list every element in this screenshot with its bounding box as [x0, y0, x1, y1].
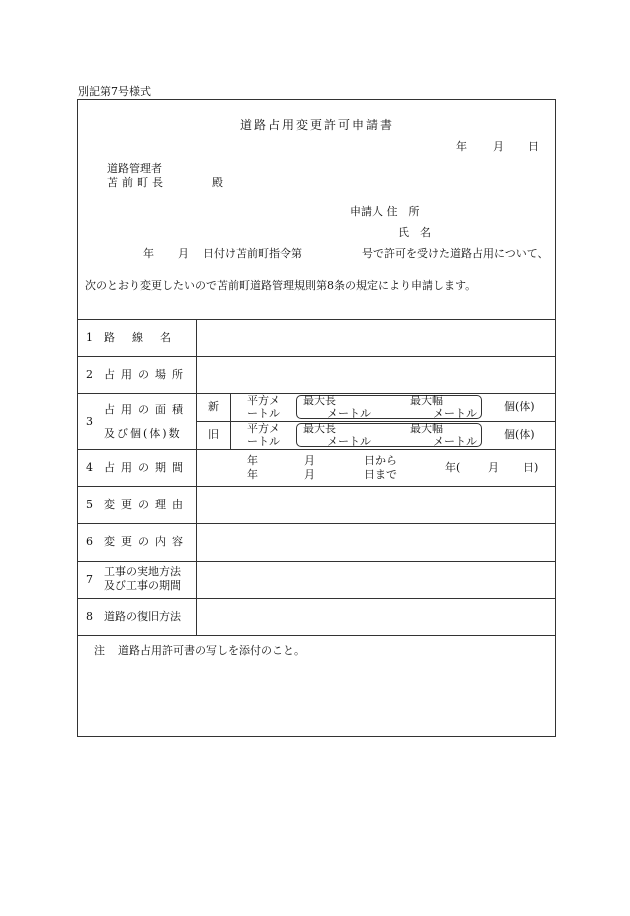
form-title: 道路占用変更許可申請書 [240, 118, 395, 132]
row3-label-line2: 及び個(体)数 [104, 427, 182, 440]
row4-number: 4 [86, 461, 93, 474]
row2-label: 占用の場所 [104, 368, 189, 381]
row-line [77, 486, 556, 487]
row5-number: 5 [86, 498, 93, 511]
new-length-meter: メートル [327, 407, 371, 420]
new-width-meter: メートル [433, 407, 477, 420]
row2-number: 2 [86, 368, 93, 381]
old-length-meter: メートル [327, 435, 371, 448]
row-line [77, 598, 556, 599]
row8-label: 道路の復旧方法 [104, 610, 181, 623]
row-line [77, 356, 556, 357]
duration-year: 年( [445, 461, 461, 474]
honorific: 殿 [212, 176, 223, 189]
body-text-1: 日付け苫前町指令第 [203, 247, 302, 260]
new-max-width-label: 最大幅 [410, 394, 443, 407]
body-month: 月 [178, 247, 189, 260]
old-max-width-label: 最大幅 [410, 422, 443, 435]
applicant-name-label: 氏 名 [398, 226, 431, 239]
old-label: 旧 [208, 428, 219, 441]
applicant-address-label: 申請人 住 所 [350, 205, 420, 218]
body-text-2: 号で許可を受けた道路占用について、 [362, 247, 549, 260]
row6-number: 6 [86, 535, 93, 548]
table-bottom-line [77, 635, 556, 636]
row4-label: 占用の期間 [104, 461, 189, 474]
period-from-year: 年 [247, 454, 258, 467]
row-line [77, 561, 556, 562]
row8-number: 8 [86, 610, 93, 623]
note-text: 道路占用許可書の写しを添付のこと。 [118, 644, 305, 657]
period-to-year: 年 [247, 468, 258, 481]
old-count-unit: 個(体) [504, 428, 535, 441]
body-text-line2: 次のとおり変更したいので苫前町道路管理規則第8条の規定により申請します。 [85, 279, 477, 292]
row-line [77, 449, 556, 450]
duration-month: 月 [488, 461, 499, 474]
duration-day: 日) [523, 461, 539, 474]
date-month: 月 [493, 140, 504, 153]
old-area-unit-2: ートル [247, 435, 280, 448]
row3-number: 3 [86, 415, 93, 428]
new-max-length-label: 最大長 [303, 394, 336, 407]
new-label: 新 [208, 400, 219, 413]
old-width-meter: メートル [433, 435, 477, 448]
form-id: 別記第7号様式 [78, 85, 151, 98]
old-area-unit-1: 平方メ [247, 422, 280, 435]
new-area-unit-1: 平方メ [247, 394, 280, 407]
period-to-day: 日まで [364, 468, 397, 481]
old-max-length-label: 最大長 [303, 422, 336, 435]
addressee-name: 苫前町長 [107, 176, 167, 189]
period-to-month: 月 [304, 468, 315, 481]
note-prefix: 注 [94, 644, 105, 657]
date-year: 年 [456, 140, 467, 153]
table-top-line [77, 319, 556, 320]
date-day: 日 [528, 140, 539, 153]
new-area-unit-2: ートル [247, 407, 280, 420]
row3-label-line1: 占用の面積 [104, 403, 189, 416]
addressee-title: 道路管理者 [107, 162, 162, 175]
new-old-column-line [230, 393, 231, 449]
body-year: 年 [143, 247, 154, 260]
row5-label: 変更の理由 [104, 498, 189, 511]
row7-label-line2: 及び工事の期間 [104, 579, 181, 592]
new-count-unit: 個(体) [504, 400, 535, 413]
row1-number: 1 [86, 331, 93, 344]
row6-label: 変更の内容 [104, 535, 189, 548]
row1-label: 路 線 名 [104, 331, 174, 344]
label-column-line [196, 319, 197, 635]
row7-label-line1: 工事の実地方法 [104, 565, 181, 578]
period-from-day: 日から [364, 454, 397, 467]
period-from-month: 月 [304, 454, 315, 467]
row7-number: 7 [86, 573, 93, 586]
row-line [77, 523, 556, 524]
